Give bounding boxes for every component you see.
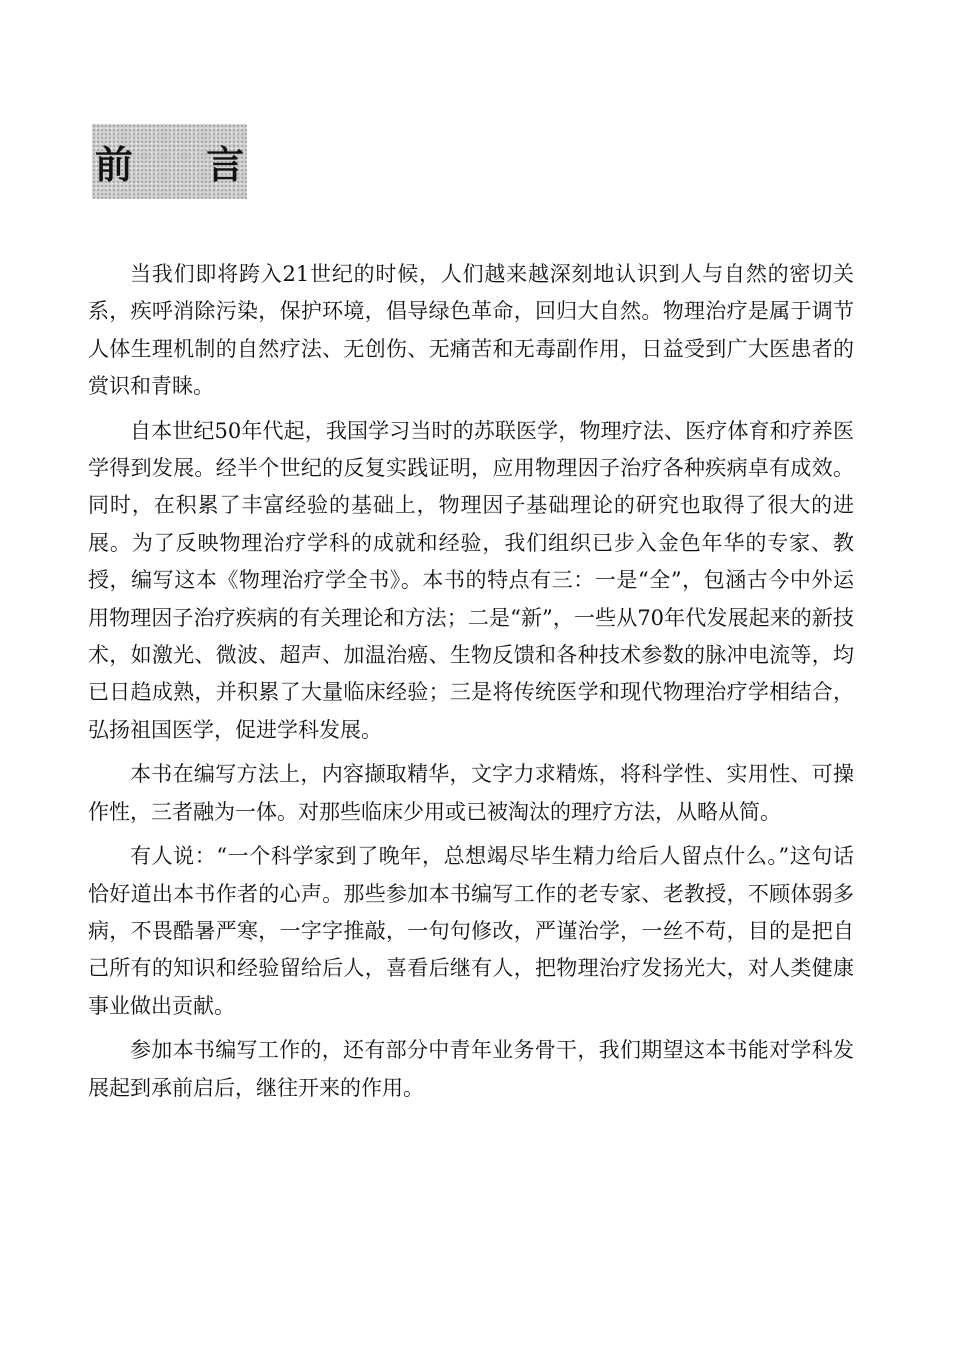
paragraph-2: 自本世纪50年代起，我国学习当时的苏联医学，物理疗法、医疗体育和疗养医学得到发展。经半个世纪的反复实践证明，应用物理因子治疗各种疾病卓有成效。同时，在积累了丰富经验的基础上，物理因子基础理论的研究也取得了很大的进展。为了反映物理治疗学科的成就和经验，我们组织已步入金色年华的专家、教授，编写这本《物理治疗学全书》。本书的特点有三：一是“全”，包涵古今中外运用物理因子治疗疾病的有关理论和方法；二是“新”，一些从70年代发展起来的新技术，如激光、微波、超声、加温治癌、生物反馈和各种技术参数的脉冲电流等，均已日趋成熟，并积累了大量临床经验；三是将传统医学和现代物理治疗学相结合，弘扬祖国医学，促进学科发展。 xyxy=(88,418,854,742)
paragraph-5: 参加本书编写工作的，还有部分中青年业务骨干，我们期望这本书能对学科发展起到承前启后，继往开来的作用。 xyxy=(88,1038,854,1100)
paragraph-3: 本书在编写方法上，内容撷取精华，文字力求精炼，将科学性、实用性、可操作性，三者融为一体。对那些临床少用或已被淘汰的理疗方法，从略从简。 xyxy=(88,762,854,824)
page-title: 前 言 xyxy=(94,143,275,187)
body-text xyxy=(88,256,854,1114)
heading-box xyxy=(92,124,275,199)
paragraph-1: 当我们即将跨入21世纪的时候，人们越来越深刻地认识到人与自然的密切关系，疾呼消除污染，保护环境，倡导绿色革命，回归大自然。物理治疗是属于调节人体生理机制的自然疗法、无创伤、无痛苦和无毒副作用，日益受到广大医患者的赏识和青睐。 xyxy=(88,262,854,399)
paragraph-4: 有人说：“一个科学家到了晚年，总想竭尽毕生精力给后人留点什么。”这句话恰好道出本书作者的心声。那些参加本书编写工作的老专家、老教授，不顾体弱多病，不畏酷暑严寒，一字字推敲，一句句修改，严谨治学，一丝不苟，目的是把自己所有的知识和经验留给后人，喜看后继有人，把物理治疗发扬光大，对人类健康事业做出贡献。 xyxy=(88,844,854,1018)
